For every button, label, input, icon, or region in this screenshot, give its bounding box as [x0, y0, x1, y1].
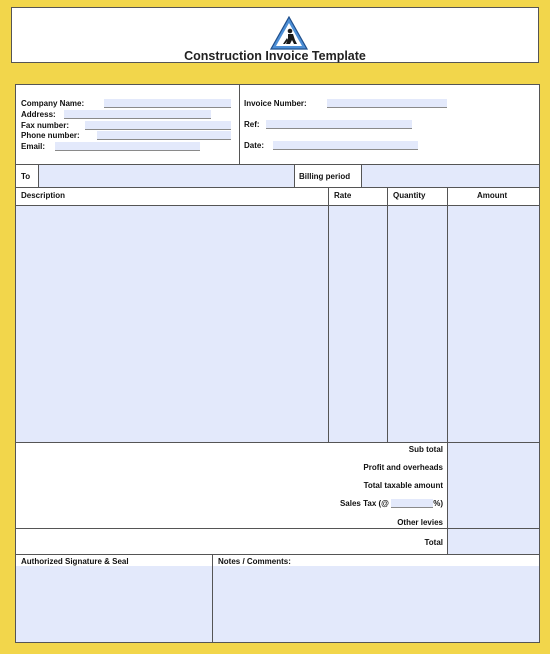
- address-field[interactable]: [64, 110, 211, 119]
- column-header-description: Description: [21, 191, 66, 200]
- column-header-amount: Amount: [477, 191, 508, 200]
- date-label: Date:: [244, 141, 265, 150]
- sales-tax-suffix: %): [433, 499, 443, 508]
- invoice-number-field[interactable]: [327, 99, 447, 108]
- phone-label: Phone number:: [21, 131, 80, 140]
- column-header-quantity: Quantity: [393, 191, 426, 200]
- to-field[interactable]: [39, 165, 294, 187]
- email-field[interactable]: [55, 142, 200, 151]
- rate-cell[interactable]: [329, 206, 387, 442]
- company-name-field[interactable]: [104, 99, 231, 108]
- ref-field[interactable]: [266, 120, 412, 129]
- taxable-amount-label: Total taxable amount: [363, 481, 443, 490]
- other-levies-label: Other levies: [397, 518, 443, 527]
- signature-field[interactable]: [16, 566, 212, 642]
- sales-tax-label: Sales Tax (@: [339, 499, 389, 508]
- sub-total-label: Sub total: [408, 445, 443, 454]
- invoice-number-label: Invoice Number:: [244, 99, 307, 108]
- date-field[interactable]: [273, 141, 418, 150]
- fax-field[interactable]: [85, 121, 231, 130]
- divider: [16, 554, 539, 555]
- company-name-label: Company Name:: [21, 99, 85, 108]
- notes-label: Notes / Comments:: [218, 557, 291, 566]
- phone-field[interactable]: [97, 131, 231, 140]
- signature-label: Authorized Signature & Seal: [21, 557, 129, 566]
- quantity-cell[interactable]: [388, 206, 447, 442]
- page-title: Construction Invoice Template: [184, 49, 366, 63]
- column-header-rate: Rate: [334, 191, 352, 200]
- notes-field[interactable]: [213, 566, 539, 642]
- header-box: [11, 7, 539, 63]
- divider: [294, 165, 295, 187]
- sales-tax-rate-field[interactable]: [391, 499, 433, 508]
- fax-label: Fax number:: [21, 121, 70, 130]
- description-cell[interactable]: [16, 206, 328, 442]
- column-divider: [328, 187, 329, 442]
- construction-worker-sign-icon: [270, 16, 308, 50]
- amount-cell[interactable]: [448, 206, 539, 442]
- total-label: Total: [424, 538, 443, 547]
- divider: [16, 187, 539, 188]
- billing-period-label: Billing period: [299, 172, 351, 181]
- billing-period-field[interactable]: [362, 165, 539, 187]
- to-label: To: [21, 172, 31, 181]
- column-divider: [387, 187, 388, 442]
- company-divider: [239, 85, 240, 165]
- profit-overheads-label: Profit and overheads: [363, 463, 443, 472]
- totals-amount-cell[interactable]: [448, 443, 539, 528]
- sales-tax-row: [340, 499, 443, 508]
- email-label: Email:: [21, 142, 46, 151]
- total-amount-cell[interactable]: [448, 529, 539, 554]
- ref-label: Ref:: [244, 120, 260, 129]
- address-label: Address:: [21, 110, 56, 119]
- invoice-form: [15, 84, 540, 643]
